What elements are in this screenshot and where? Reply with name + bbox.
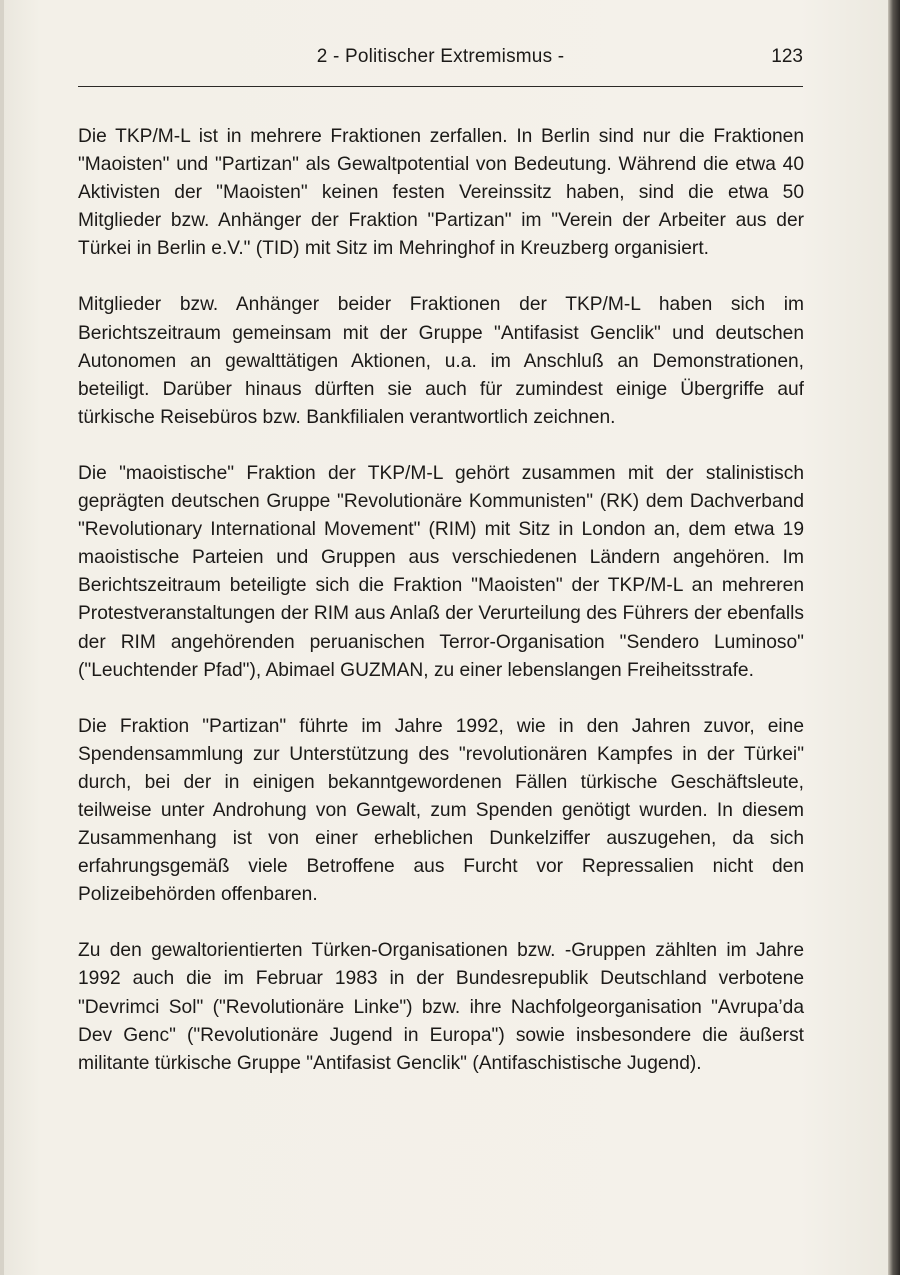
- paragraph-1: Die TKP/M-L ist in mehrere Fraktionen zerfallen. In Berlin sind nur die Fraktionen "Maoisten" und "Partizan" als Gewaltpotential von Bedeutung. Während die etwa 40 Aktivisten der "Maoisten" keinen festen Vereinssitz haben, sind die etwa 50 Mitglieder bzw. Anhänger der Fraktion "Partizan" im "Verein der Arbeiter aus der Türkei in Berlin e.V." (TID) mit Sitz im Mehringhof in Kreuzberg organisiert.: [78, 126, 804, 260]
- header-rule: [78, 86, 803, 87]
- book-spine-edge: [888, 0, 900, 1275]
- header-title: 2 - Politischer Extremismus -: [316, 46, 565, 67]
- running-header: [78, 46, 803, 76]
- page-number: 123: [771, 46, 803, 67]
- body-text: [78, 123, 804, 1106]
- page-edge-left: [0, 0, 4, 1275]
- paragraph-5: Zu den gewaltorientierten Türken-Organisationen bzw. -Gruppen zählten im Jahre 1992 auch die im Februar 1983 in der Bundesrepublik Deutschland verbotene "Devrimci Sol" ("Revolutionäre Linke") bzw. ihre Nachfolgeorganisation "Avrupa’da Dev Genc" ("Revolutionäre Jugend in Europa") sowie insbesondere die äußerst militante türkische Gruppe "Antifasist Genclik" (Antifaschistische Jugend).: [78, 940, 804, 1074]
- paragraph-3: Die "maoistische" Fraktion der TKP/M-L gehört zusammen mit der stalinistisch geprägten deutschen Gruppe "Revolutionäre Kommunisten" (RK) dem Dachverband "Revolutionary International Movement" (RIM) mit Sitz in London an, dem etwa 19 maoistische Parteien und Gruppen aus verschiedenen Ländern angehören. Im Berichtszeitraum beteiligte sich die Fraktion "Maoisten" der TKP/M-L an mehreren Protestveranstaltungen der RIM aus Anlaß der Verurteilung des Führers der ebenfalls der RIM angehörenden peruanischen Terror-Organisation "Sendero Luminoso" ("Leuchtender Pfad"), Abimael GUZMAN, zu einer lebenslangen Freiheitsstrafe.: [78, 462, 804, 681]
- paragraph-2: Mitglieder bzw. Anhänger beider Fraktionen der TKP/M-L haben sich im Berichtszeitraum gemeinsam mit der Gruppe "Antifasist Genclik" und deutschen Autonomen an gewalttätigen Aktionen, u.a. im Anschluß an Demonstrationen, beteiligt. Darüber hinaus dürften sie auch für zumindest einige Übergriffe auf türkische Reisebüros bzw. Bankfilialen verantwortlich zeichnen.: [78, 294, 804, 428]
- paragraph-4: Die Fraktion "Partizan" führte im Jahre 1992, wie in den Jahren zuvor, eine Spendensammlung zur Unterstützung des "revolutionären Kampfes in der Türkei" durch, bei der in einigen bekanntgewordenen Fällen türkische Geschäftsleute, teilweise unter Androhung von Gewalt, zum Spenden genötigt wurden. In diesem Zusammenhang ist von einer erheblichen Dunkelziffer auszugehen, da sich erfahrungsgemäß viele Betroffene aus Furcht vor Repressalien nicht den Polizeibehörden offenbaren.: [78, 715, 804, 906]
